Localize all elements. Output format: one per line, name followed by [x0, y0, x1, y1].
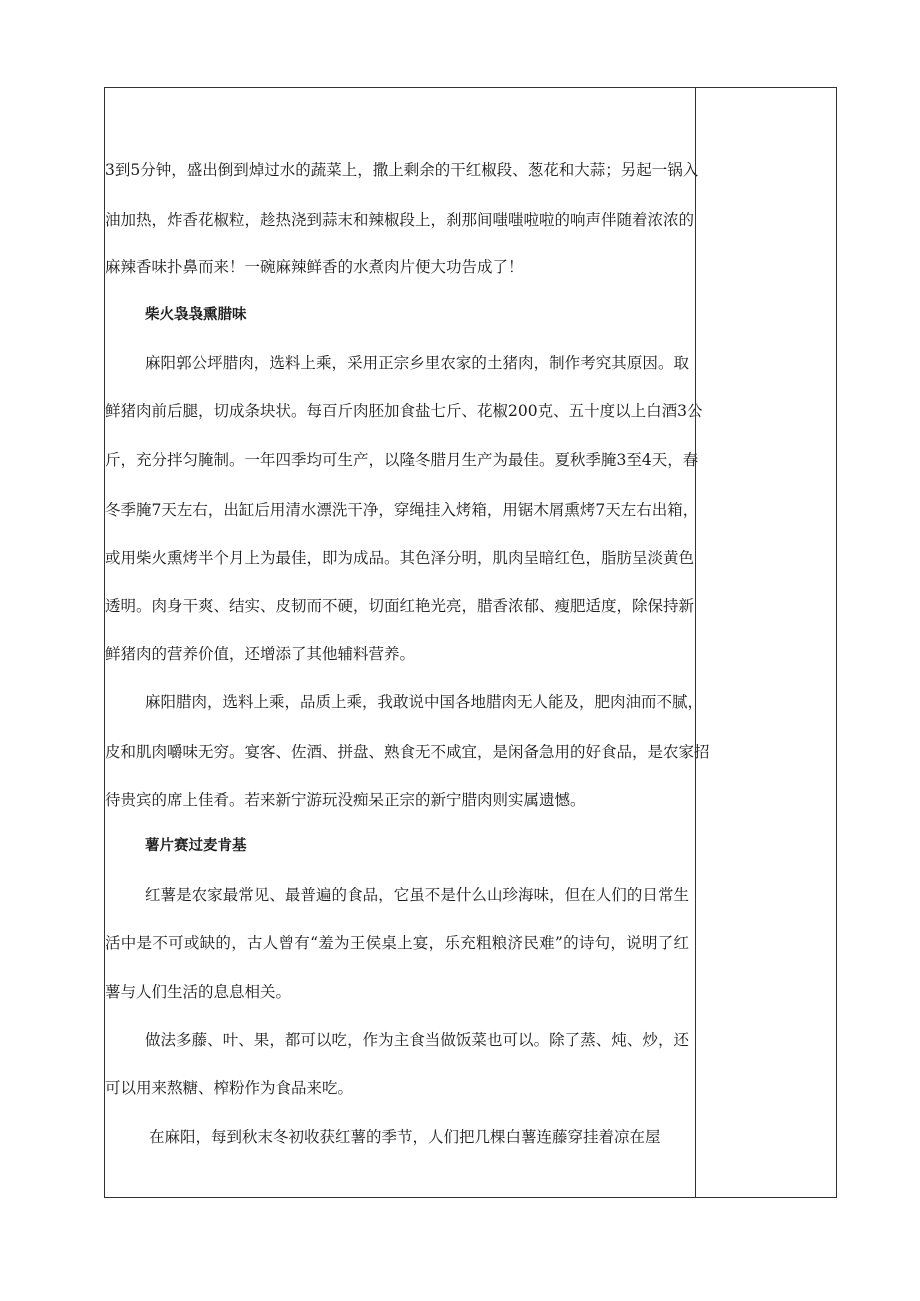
text-line: 可以用来熬糖、榨粉作为食品来吃。	[105, 1079, 354, 1097]
content-cell	[105, 88, 710, 1197]
text-line: 麻辣香味扑鼻而来！一碗麻辣鲜香的水煮肉片便大功告成了！	[105, 258, 524, 276]
text-line: 鲜猪肉前后腿，切成条块状。每百斤肉胚加食盐七斤、花椒200克、五十度以上白酒3公	[105, 402, 703, 420]
text-line: 或用柴火熏烤半个月上为最佳，即为成品。其色泽分明，肌肉呈暗红色，脂肪呈淡黄色	[105, 549, 695, 567]
text-line: 皮和肌肉嚼味无穷。宴客、佐酒、拼盘、熟食无不咸宜，是闲备急用的好食品，是农家招	[105, 743, 710, 761]
text-line: 鲜猪肉的营养价值，还增添了其他辅料营养。	[105, 645, 416, 663]
text-line: 斤，充分拌匀腌制。一年四季均可生产，以隆冬腊月生产为最佳。夏秋季腌3至4天，春	[105, 451, 699, 469]
text-line: 做法多藤、叶、果，都可以吃，作为主食当做饭菜也可以。除了蒸、炖、炒，还	[145, 1031, 689, 1049]
text-line: 3到5分钟，盛出倒到焯过水的蔬菜上，撒上剩余的干红椒段、葱花和大蒜；另起一锅入	[105, 161, 699, 179]
text-line: 油加热，炸香花椒粒，趁热浇到蒜末和辣椒段上，刹那间嗤嗤啦啦的响声伴随着浓浓的	[105, 211, 695, 229]
document-table	[104, 87, 837, 1198]
section-heading: 薯片赛过麦肯基	[145, 838, 247, 854]
text-line: 在麻阳，每到秋末冬初收获红薯的季节，人们把几棵白薯连藤穿挂着凉在屋	[149, 1128, 661, 1146]
text-line: 待贵宾的席上佳肴。若来新宁游玩没痴呆正宗的新宁腊肉则实属遗憾。	[105, 791, 586, 809]
text-line: 冬季腌7天左右，出缸后用清水漂洗干净，穿绳挂入烤箱，用锯木屑熏烤7天左右出箱，	[105, 501, 699, 519]
side-column-divider	[695, 88, 696, 1197]
text-line: 透明。肉身干爽、结实、皮韧而不硬，切面红艳光亮，腊香浓郁、瘦肥适度，除保持新	[105, 597, 695, 615]
section-heading: 柴火袅袅熏腊味	[145, 307, 247, 323]
text-line: 麻阳腊肉，选料上乘，品质上乘，我敢说中国各地腊肉无人能及，肥肉油而不腻，	[145, 693, 704, 711]
text-line: 薯与人们生活的息息相关。	[105, 983, 292, 1001]
text-line: 红薯是农家最常见、最普遍的食品，它虽不是什么山珍海味，但在人们的日常生	[145, 886, 689, 904]
text-line: 麻阳郭公坪腊肉，选料上乘，采用正宗乡里农家的土猪肉，制作考究其原因。取	[145, 354, 689, 372]
text-line: 活中是不可或缺的，古人曾有“羞为王侯桌上宴，乐充粗粮济民难”的诗句，说明了红	[105, 934, 689, 952]
